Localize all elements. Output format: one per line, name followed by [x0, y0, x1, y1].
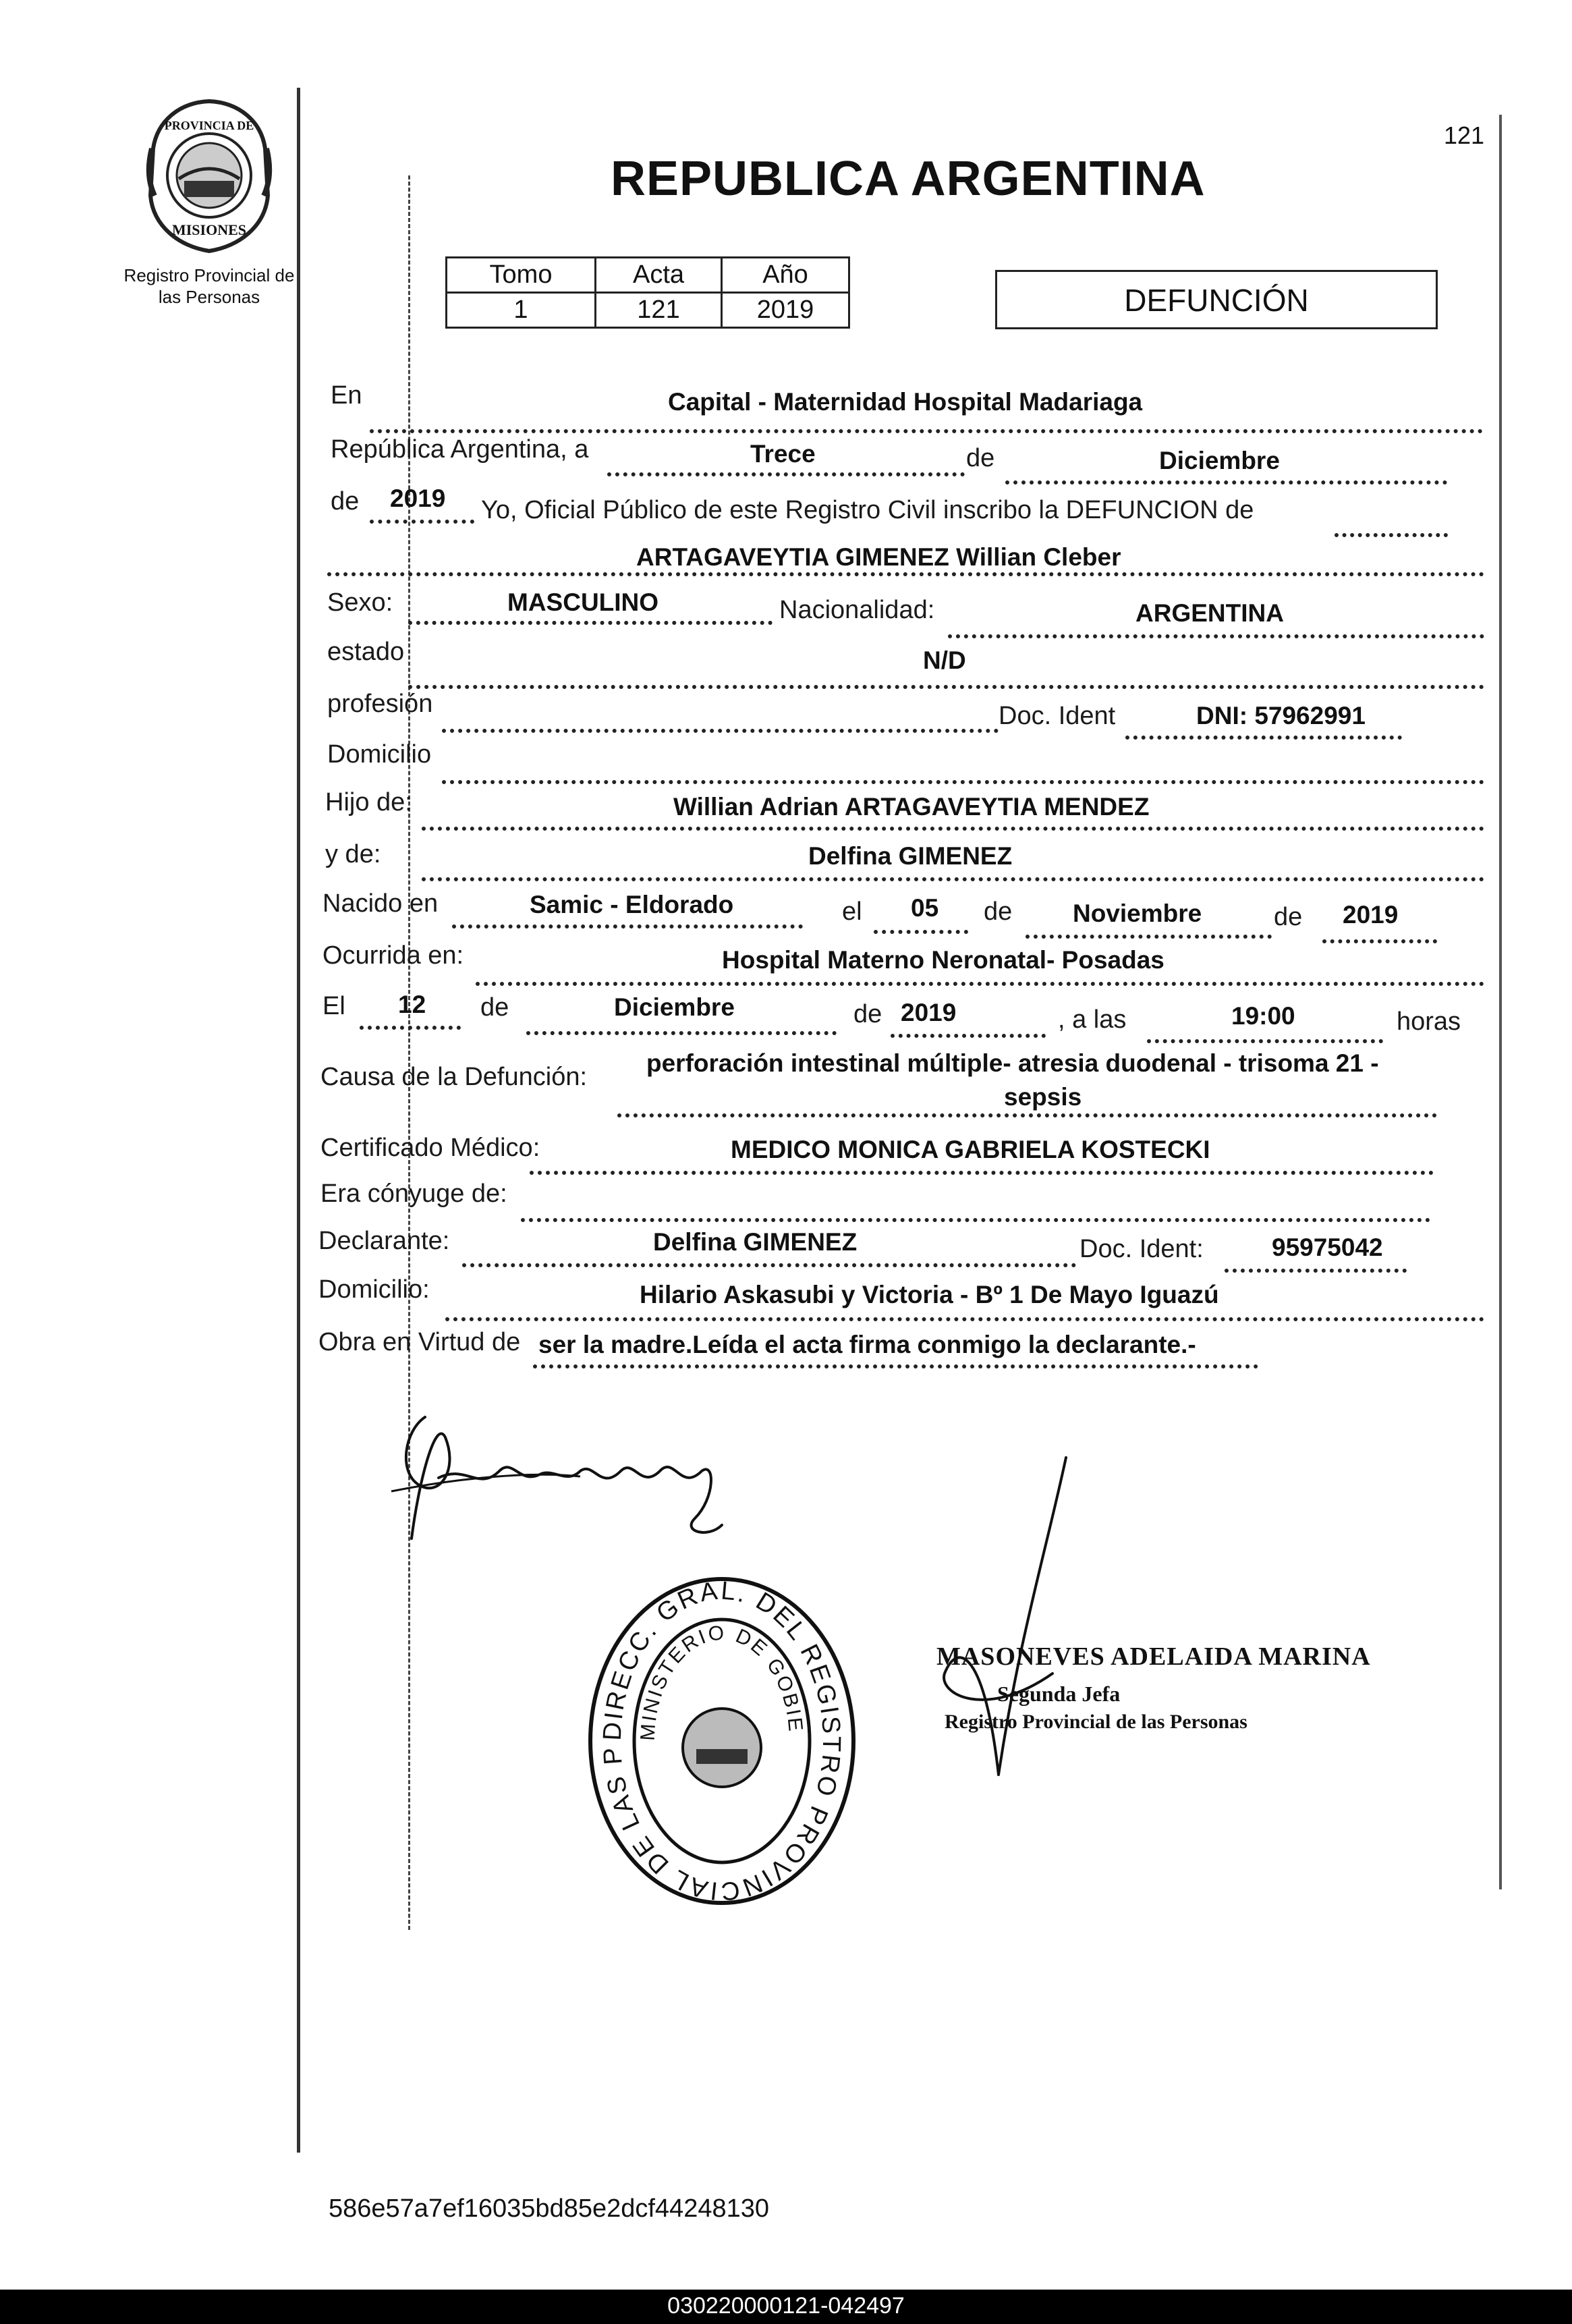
dots-ocurrida [476, 982, 1484, 986]
value-anio-defuncion: 2019 [901, 999, 957, 1026]
label-yo: Yo, Oficial Público de este Registro Civil inscribo la DEFUNCION de [481, 496, 1254, 524]
dots-declarante [462, 1263, 1076, 1267]
value-nacionalidad: ARGENTINA [1135, 599, 1284, 627]
dots-padre [422, 827, 1484, 831]
label-nacido-en: Nacido en [322, 889, 439, 918]
official-signature [931, 1451, 1120, 1788]
dots-yo-end [1335, 533, 1448, 537]
dots-mes [1005, 480, 1447, 485]
dots-nacionalidad [948, 634, 1484, 638]
registry-caption [88, 265, 331, 308]
value-estado: N/D [923, 646, 966, 674]
acta-value-tomo: 1 [447, 293, 596, 328]
dots-profesion [442, 729, 999, 733]
dots-certificado [530, 1171, 1434, 1175]
dots-mes-nacimiento [1026, 935, 1272, 939]
label-a-las: , a las [1058, 1005, 1127, 1034]
value-domicilio-declarante: Hilario Askasubi y Victoria - Bº 1 De Mayo Iguazú [640, 1281, 1219, 1308]
value-mes-nacimiento: Noviembre [1073, 900, 1202, 927]
official-title: Segunda Jefa [997, 1682, 1121, 1706]
dots-dia-nacimiento [874, 930, 968, 934]
dots-causa [617, 1113, 1437, 1117]
value-certificado: MEDICO MONICA GABRIELA KOSTECKI [731, 1136, 1210, 1163]
label-nacionalidad: Nacionalidad: [779, 596, 935, 624]
doc-type-label: DEFUNCIÓN [1124, 283, 1309, 318]
label-de-6: de [853, 1000, 882, 1028]
label-de-3: de [984, 897, 1013, 926]
acta-table [445, 256, 850, 329]
label-de-1: de [966, 444, 995, 472]
value-nombre: ARTAGAVEYTIA GIMENEZ Willian Cleber [636, 543, 1121, 571]
acta-header-tomo: Tomo [447, 258, 596, 293]
acta-table-value-row [447, 293, 849, 328]
value-mes-inscripcion: Diciembre [1159, 447, 1280, 474]
label-profesion: profesión [327, 690, 433, 718]
document-title: REPUBLICA ARGENTINA [611, 152, 1206, 206]
dots-estado [408, 685, 1484, 689]
acta-table-header-row [447, 258, 849, 293]
value-anio-inscripcion: 2019 [390, 485, 446, 512]
label-declarante: Declarante: [318, 1227, 450, 1255]
label-republica: República Argentina, a [331, 435, 589, 464]
page-number: 121 [1444, 121, 1485, 149]
logo-top-text: PROVINCIA DE [164, 119, 254, 132]
value-padre: Willian Adrian ARTAGAVEYTIA MENDEZ [673, 793, 1150, 821]
label-estado: estado [327, 638, 405, 666]
value-lugar-nacimiento: Samic - Eldorado [530, 891, 734, 918]
value-dia-inscripcion: Trece [750, 440, 816, 468]
value-dia-defuncion: 12 [398, 991, 426, 1018]
label-en: En [331, 381, 362, 410]
label-el: el [842, 897, 862, 926]
footer-code: 030220000121-042497 [667, 2293, 905, 2319]
right-border-line [1499, 115, 1502, 1889]
label-causa: Causa de la Defunción: [320, 1063, 588, 1091]
dots-dni [1125, 736, 1402, 740]
label-de-2: de [331, 487, 360, 516]
value-causa-linea1: perforación intestinal múltiple- atresia duodenal - trisoma 21 - [646, 1049, 1379, 1077]
document-hash: 586e57a7ef16035bd85e2dcf44248130 [329, 2194, 769, 2223]
stamp-outer-text: DIRECC. GRAL. DEL REGISTRO PROVINCIAL DE LAS P [598, 1576, 846, 1906]
declarant-signature [378, 1390, 756, 1566]
dots-conyuge [521, 1218, 1430, 1222]
dots-mes-defuncion [526, 1031, 837, 1035]
label-ocurrida-en: Ocurrida en: [322, 941, 464, 970]
value-obra: ser la madre.Leída el acta firma conmigo la declarante.- [538, 1331, 1196, 1358]
label-de-4: de [1274, 903, 1303, 931]
value-causa-linea2: sepsis [1004, 1083, 1082, 1111]
dots-obra [533, 1364, 1258, 1368]
value-ocurrida-en: Hospital Materno Neronatal- Posadas [722, 946, 1164, 974]
value-lugar: Capital - Maternidad Hospital Madariaga [668, 388, 1143, 416]
label-obra: Obra en Virtud de [318, 1328, 521, 1356]
label-domicilio: Domicilio [327, 740, 432, 769]
registry-line2: las Personas [158, 287, 260, 307]
label-el-2: El [322, 992, 345, 1020]
label-conyuge: Era cónyuge de: [320, 1180, 507, 1208]
label-y-de: y de: [325, 840, 381, 868]
acta-value-acta: 121 [596, 293, 722, 328]
logo-bottom-text: MISIONES [171, 221, 247, 238]
label-doc-ident-2: Doc. Ident: [1079, 1235, 1204, 1263]
official-stamp [580, 1572, 864, 1910]
value-hora: 19:00 [1231, 1002, 1295, 1030]
acta-header-acta: Acta [596, 258, 722, 293]
value-sexo: MASCULINO [507, 588, 659, 616]
acta-value-anio: 2019 [722, 293, 849, 328]
label-sexo: Sexo: [327, 588, 393, 617]
dots-domicilio [442, 780, 1484, 784]
acta-header-anio: Año [722, 258, 849, 293]
official-name: MASONEVES ADELAIDA MARINA [936, 1642, 1371, 1671]
official-org: Registro Provincial de las Personas [945, 1711, 1247, 1733]
province-logo [138, 94, 280, 256]
dots-dia [607, 472, 965, 476]
value-anio-nacimiento: 2019 [1343, 901, 1399, 929]
dots-madre [422, 877, 1484, 881]
registry-line1: Registro Provincial de [123, 265, 295, 285]
dots-anio-defuncion [891, 1034, 1046, 1038]
dots-dia-defuncion [360, 1026, 461, 1030]
value-mes-defuncion: Diciembre [614, 993, 735, 1021]
label-de-5: de [480, 993, 509, 1022]
label-domicilio-2: Domicilio: [318, 1275, 430, 1304]
left-border-line [297, 88, 300, 2153]
dots-en [370, 429, 1483, 433]
dots-nombre [327, 572, 1484, 576]
value-doc-declarante: 95975042 [1272, 1234, 1383, 1261]
value-declarante: Delfina GIMENEZ [653, 1228, 858, 1256]
dots-domicilio-declarante [445, 1317, 1484, 1321]
value-dni: DNI: 57962991 [1196, 702, 1366, 729]
dots-sexo [408, 621, 773, 625]
dots-lugar-nacimiento [452, 924, 803, 929]
dots-anio [370, 520, 474, 524]
label-certificado: Certificado Médico: [320, 1134, 540, 1162]
dots-doc-declarante [1225, 1269, 1407, 1273]
stamp-inner-text: MINISTERIO DE GOBIE [636, 1622, 807, 1742]
dots-hora [1147, 1039, 1383, 1043]
label-hijo-de: Hijo de: [325, 788, 412, 817]
value-madre: Delfina GIMENEZ [808, 842, 1013, 870]
value-dia-nacimiento: 05 [911, 894, 939, 922]
label-doc-ident: Doc. Ident [999, 702, 1116, 730]
dots-anio-nacimiento [1322, 939, 1437, 943]
label-horas: horas [1397, 1007, 1461, 1036]
